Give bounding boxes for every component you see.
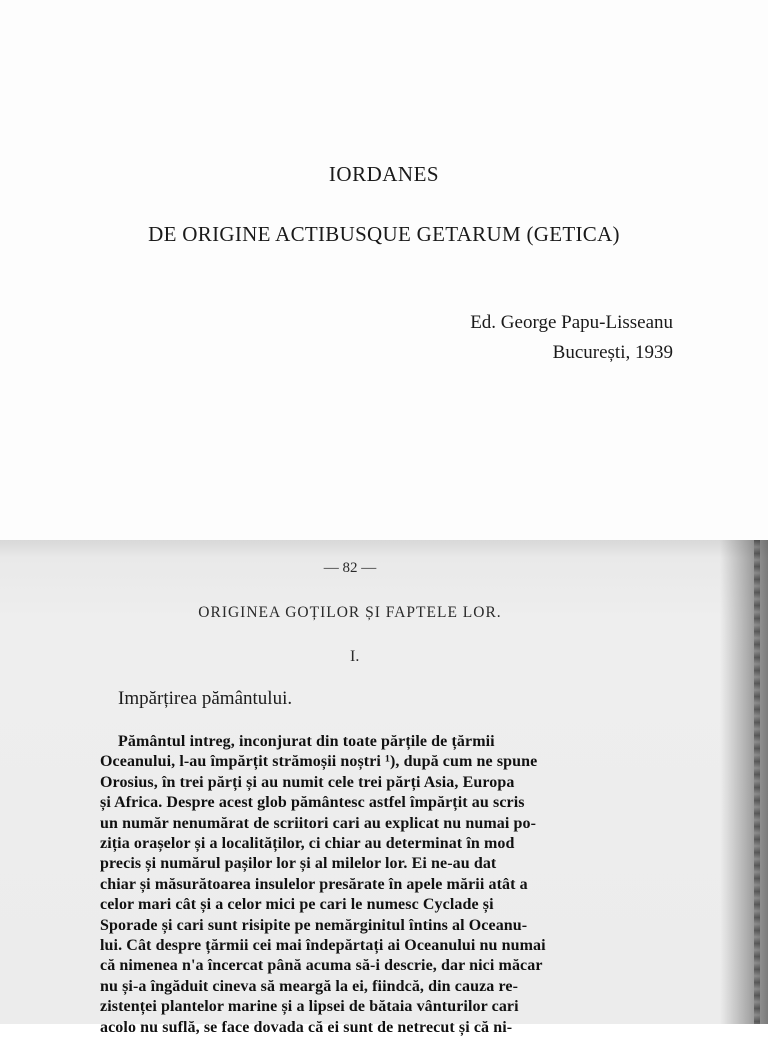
chapter-heading: ORIGINEA GOȚILOR ȘI FAPTELE LOR.	[198, 604, 502, 621]
text-line: și Africa. Despre acest glob pământesc astfel împărțit au scris	[100, 794, 525, 812]
text-line: Orosius, în trei părți și au numit cele trei părți Asia, Europa	[100, 773, 515, 791]
text-line: nu și-a îngăduit cineva să meargă la ei, fiindcă, din cauza re-	[100, 977, 519, 995]
chapter-number: I.	[350, 648, 360, 665]
page-edge-shadow	[720, 540, 768, 1024]
editor-line: Ed. George Papu-Lisseanu	[470, 312, 673, 333]
text-line: ziția orașelor și a localităților, ci chiar au determinat în mod	[100, 835, 515, 853]
text-line: precis și numărul pașilor lor și al milelor lor. Ei ne-au dat	[100, 855, 497, 873]
page-number: — 82 —	[323, 560, 377, 576]
text-line: Pământul intreg, inconjurat din toate părțile de țărmii	[118, 733, 495, 750]
work-title: DE ORIGINE ACTIBUSQUE GETARUM (GETICA)	[148, 222, 620, 246]
author-name: IORDANES	[328, 162, 440, 186]
text-line: Sporade și cari sunt risipite pe nemărginitul întins al Oceanu-	[100, 916, 528, 934]
place-year-line: București, 1939	[552, 342, 673, 363]
scanned-page	[0, 540, 768, 1036]
text-line: celor mari cât și a celor mici pe cari le numesc Cyclade și	[100, 896, 494, 914]
section-title: Impărțirea pământului.	[118, 688, 293, 709]
text-line: zistenței plantelor marine și a lipsei de bătaia vânturilor cari	[100, 998, 519, 1016]
text-line: acolo nu suflă, se face dovada că ei sunt de netrecut și că ni-	[100, 1018, 513, 1036]
text-line: lui. Cât despre țărmii cei mai îndepărtați ai Oceanului nu numai	[100, 937, 546, 955]
page-edge-binding	[754, 540, 760, 1024]
text-line: un număr nenumărat de scriitori cari au explicat nu numai po-	[100, 814, 537, 832]
text-line: chiar și măsurătoarea insulelor presărate în apele mării atât a	[100, 875, 528, 893]
body-text	[100, 732, 640, 1038]
text-line: că nimenea n'a încercat până acuma să-i descrie, dar nici măcar	[100, 957, 543, 975]
edition-info	[470, 308, 673, 368]
text-line: Oceanului, l-au împărțit strămoșii noștri ¹), după cum ne spune	[100, 753, 538, 771]
